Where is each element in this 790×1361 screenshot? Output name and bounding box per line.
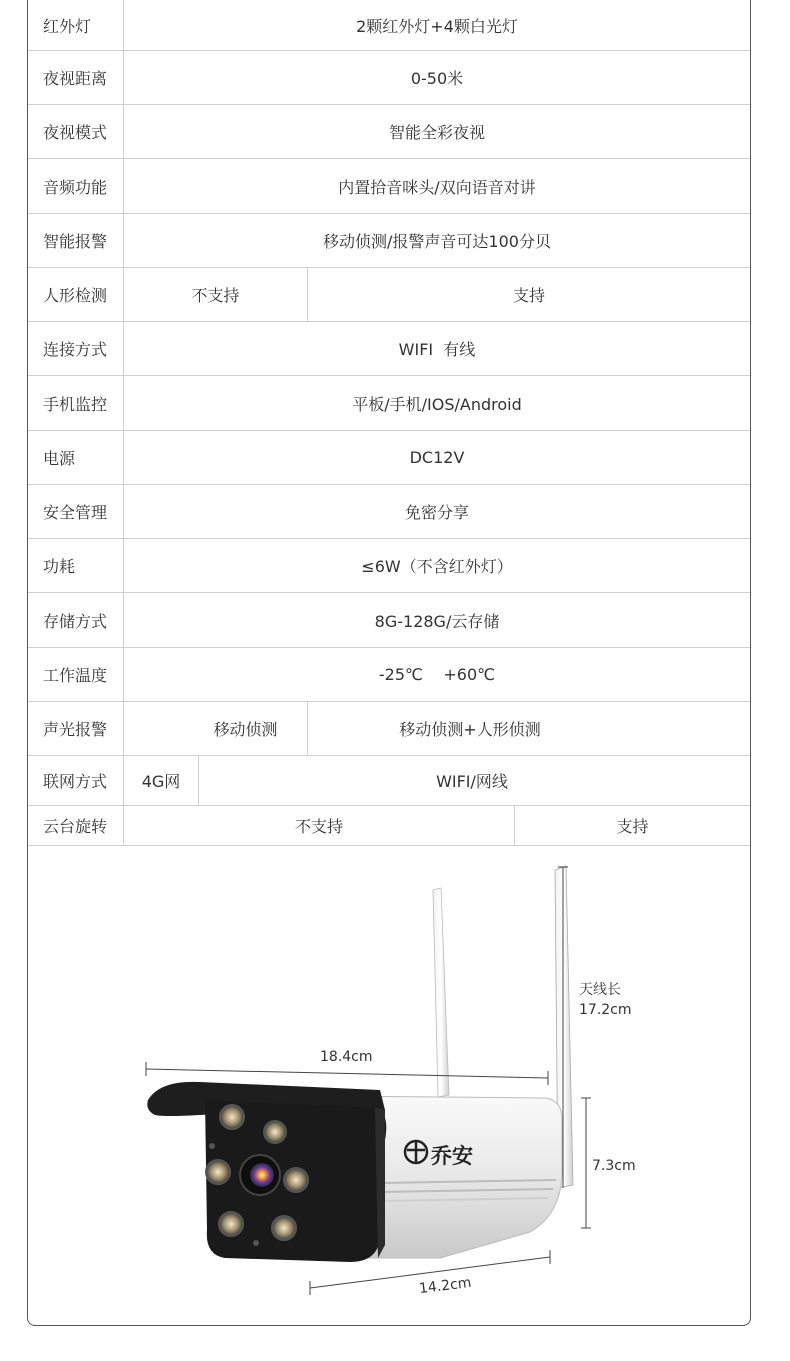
spec-value: 智能全彩夜视: [388, 123, 485, 142]
spec-value: WIFI/网线: [436, 772, 508, 791]
spec-label: 存储方式: [28, 593, 124, 647]
height-dimension: 7.3cm: [592, 1158, 636, 1174]
spec-label: 声光报警: [28, 702, 124, 755]
spec-label: 人形检测: [28, 268, 124, 321]
spec-label: 安全管理: [28, 485, 124, 538]
spec-label: 功耗: [28, 539, 124, 592]
spec-label: 智能报警: [28, 214, 124, 267]
ir-led: [219, 1212, 243, 1236]
spec-value: 支持: [616, 817, 649, 836]
camera-lens: [240, 1155, 280, 1195]
ir-led: [272, 1216, 296, 1240]
spec-value: 移动侦测: [124, 702, 308, 755]
ir-led: [264, 1121, 286, 1143]
spec-label: 夜视距离: [28, 51, 124, 104]
spec-value: 2颗红外灯+4颗白光灯: [356, 16, 518, 36]
spec-value: 内置拾音咪头/双向语音对讲: [338, 177, 536, 197]
brand-name: 乔安: [431, 1144, 473, 1168]
antenna-left: [433, 888, 449, 1097]
spec-value: 平板/手机/IOS/Android: [352, 394, 522, 414]
spec-value: 8G-128G/云存储: [374, 611, 500, 631]
spec-value: DC12V: [409, 448, 465, 467]
spec-value: 不支持: [124, 806, 515, 845]
spec-value: 不支持: [124, 268, 308, 321]
spec-value: WIFI 有线: [398, 340, 476, 359]
spec-label: 联网方式: [28, 756, 124, 805]
spec-label: 夜视模式: [28, 105, 124, 158]
ir-led: [220, 1105, 244, 1129]
spec-label: 电源: [28, 431, 124, 484]
ir-led: [206, 1160, 230, 1184]
antenna-length-value: 17.2cm: [579, 1002, 632, 1018]
spec-value: ≤6W（不含红外灯）: [361, 557, 513, 576]
width-top-dimension: 18.4cm: [320, 1049, 373, 1065]
spec-label: 音频功能: [28, 159, 124, 213]
spec-value: 移动侦测/报警声音可达100分贝: [323, 232, 551, 251]
spec-value: 免密分享: [404, 503, 469, 522]
spec-label: 手机监控: [28, 376, 124, 430]
spec-label: 云台旋转: [28, 806, 124, 845]
spec-label: 工作温度: [28, 648, 124, 701]
spec-label: 连接方式: [28, 322, 124, 375]
antenna-length-label: 天线长: [579, 982, 621, 998]
width-bottom-dimension: 14.2cm: [418, 1274, 473, 1298]
spec-label: 红外灯: [28, 0, 124, 50]
spec-value: 0-50米: [410, 69, 464, 88]
spec-value: 移动侦测+人形侦测: [399, 720, 541, 739]
spec-value: -25℃ +60℃: [378, 665, 496, 684]
spec-value: 4G网: [124, 756, 199, 805]
ir-led: [284, 1168, 308, 1192]
spec-value: 支持: [512, 286, 545, 305]
